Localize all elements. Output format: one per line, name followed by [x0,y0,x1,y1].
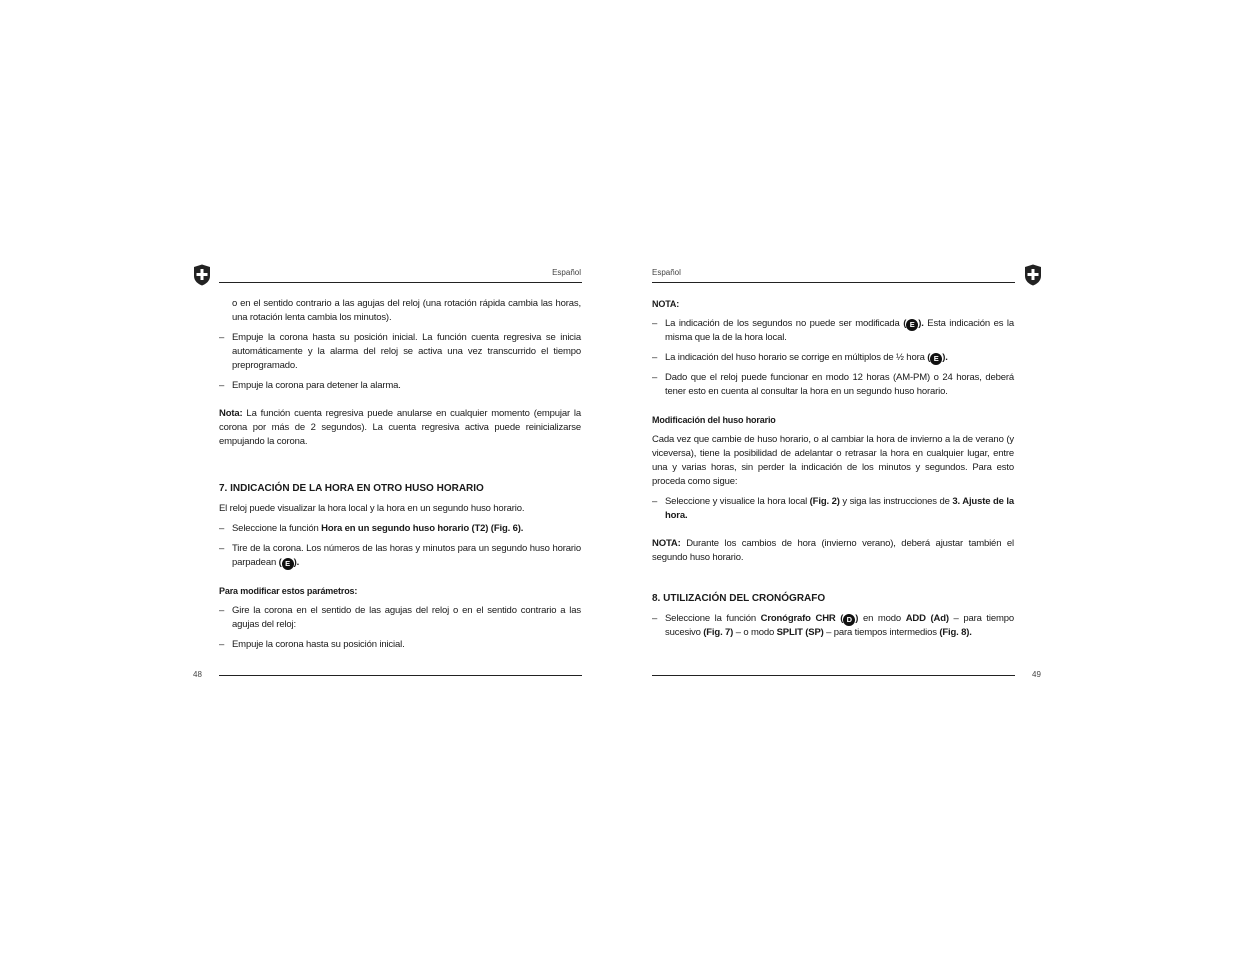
note-paragraph: NOTA: Durante los cambios de hora (invierno verano), deberá ajustar también el segundo huso horario. [652,538,1014,563]
button-e-icon: E [930,353,942,365]
subheading: Para modificar estos parámetros: [219,586,358,596]
footer-rule [652,675,1015,676]
subheading: Modificación del huso horario [652,415,776,425]
list-item: – Empuje la corona hasta su posición inicial. La función cuenta regresiva se inicia automáticamente y la alarma del reloj se activa una vez transcurrido el tiempo preprogramado. [219,332,581,371]
nota-heading: NOTA: [652,299,680,309]
button-e-icon: E [906,319,918,331]
list-item: – Seleccione y visualice la hora local (Fig. 2) y siga las instrucciones de 3. Ajuste de la hora. [652,496,1015,521]
section-heading: 8. UTILIZACIÓN DEL CRONÓGRAFO [652,593,826,604]
section-intro: El reloj puede visualizar la hora local y la hora en un segundo huso horario. [219,503,525,514]
list-item: – La indicación de los segundos no puede ser modificada ( E ). Esta indicación es la misma que la de la hora local. [652,318,1014,343]
continuation-text: o en el sentido contrario a las agujas del reloj (una rotación rápida cambia las horas, una rotación lenta cambia los minutos). [232,298,581,323]
button-d-icon: D [843,614,855,626]
button-e-icon: E [282,558,294,570]
list-item: – La indicación del huso horario se corrige en múltiplos de ½ hora ( E ). [652,352,948,363]
list-item: – Tire de la corona. Los números de las horas y minutos para un segundo huso horario parpadean ( E ). [219,543,581,568]
section-heading: 7. INDICACIÓN DE LA HORA EN OTRO HUSO HORARIO [219,483,484,494]
tz-paragraph: Cada vez que cambie de huso horario, o al cambiar la hora de invierno a la de verano (y viceversa), tiene la posibilidad de adelantar o retrasar la hora en cualquier lugar, entre una y varias horas, sin perder la indicación de los minutos y segundos. Para esto proceda como sigue: [652,434,1014,487]
page-number: 49 [1032,670,1041,679]
page-number: 48 [193,670,202,679]
list-item: – Gire la corona en el sentido de las agujas del reloj o en el sentido contrario a las agujas del reloj: [219,605,581,630]
note-paragraph: Nota: La función cuenta regresiva puede anularse en cualquier momento (empujar la corona por más de 2 segundos). La cuenta regresiva activa puede reinicializarse empujando la corona. [219,408,581,447]
swiss-cross-shield-icon [1024,264,1042,286]
list-item: – Seleccione la función Hora en un segundo huso horario (T2) (Fig. 6). [219,523,524,534]
language-label: Español [652,268,681,277]
list-item: – Seleccione la función Cronógrafo CHR ( D ) en modo ADD (Ad) – para tiempo sucesivo (Fig. 7) – o modo SPLIT (SP) – para tiempos intermedios (Fig. 8). [652,613,1014,638]
list-item: – Empuje la corona para detener la alarma. [219,380,401,391]
list-item: – Empuje la corona hasta su posición inicial. [219,639,405,650]
language-label: Español [552,268,581,277]
header-rule [652,282,1015,283]
list-item: – Dado que el reloj puede funcionar en modo 12 horas (AM-PM) o 24 horas, deberá tener esto en cuenta al consultar la hora en un segundo huso horario. [652,372,1014,397]
right-column [652,297,1014,640]
